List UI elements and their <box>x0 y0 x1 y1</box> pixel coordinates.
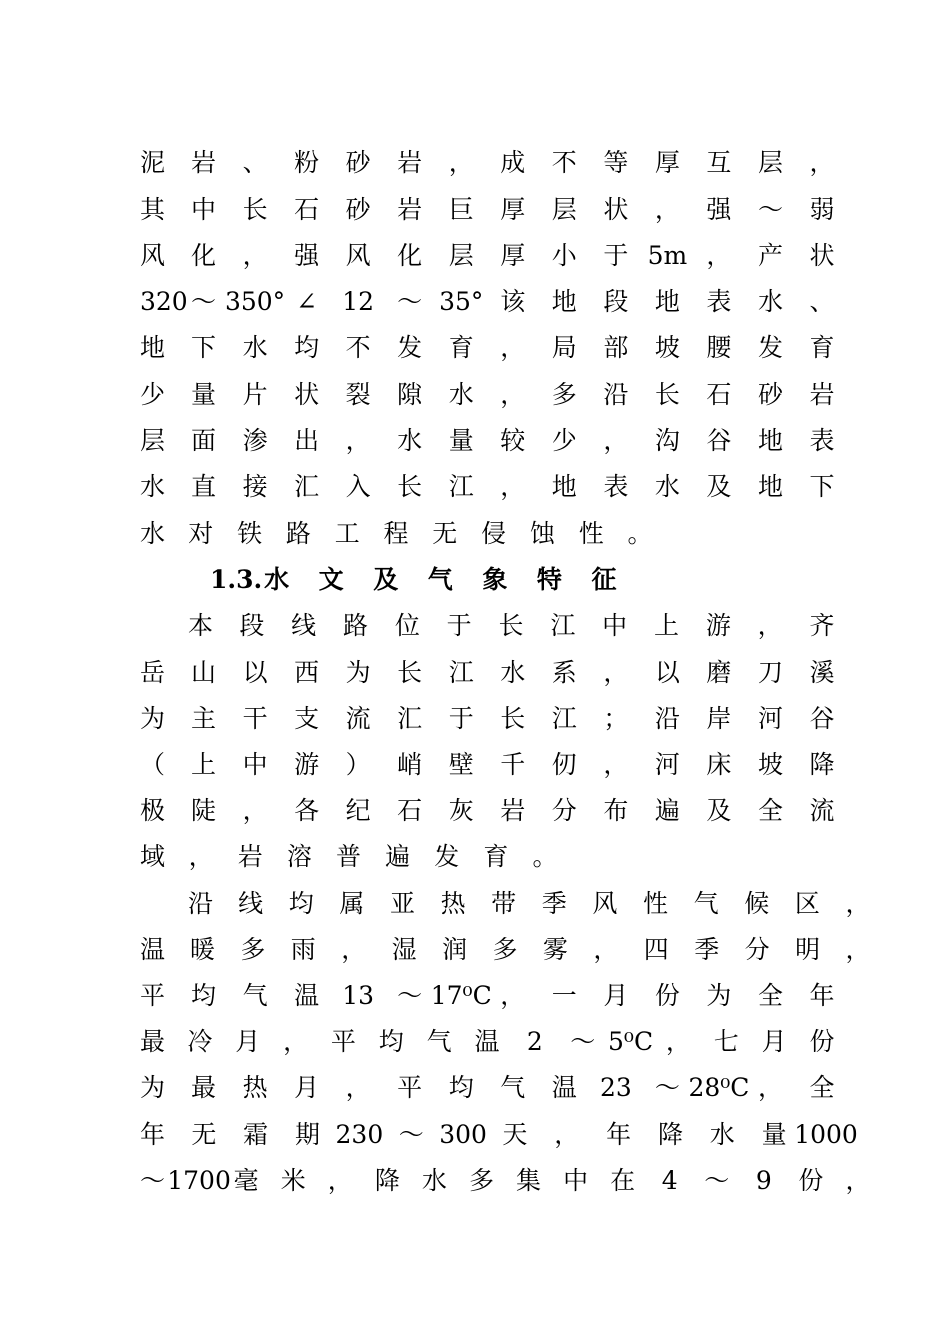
text-line: 温 暖 多 雨 ， 湿 润 多 雾 ， 四 季 分 明 ， <box>140 935 871 964</box>
text-line: 沿 线 均 属 亚 热 带 季 风 性 气 候 区 ， <box>188 889 871 918</box>
text-line: 年 无 霜 期 230 ～ 300 天 ， 年 降 水 量 1000 <box>140 1120 858 1149</box>
text-line: 平 均 气 温 13 ～ 17⁰C ， 一 月 份 为 全 年 <box>140 981 835 1010</box>
text-line: 地 下 水 均 不 发 育 ， 局 部 坡 腰 发 育 <box>140 333 835 362</box>
text-line: 水 直 接 汇 入 长 江 ， 地 表 水 及 地 下 <box>140 472 835 501</box>
text-line: 域 ， 岩 溶 普 遍 发 育 。 <box>140 842 558 871</box>
text-line: 岳 山 以 西 为 长 江 水 系 ， 以 磨 刀 溪 <box>140 658 835 687</box>
text-line: ～ 1700 毫 米 ， 降 水 多 集 中 在 4 ～ 9 份 ， <box>140 1166 871 1195</box>
text-line: 泥 岩 、 粉 砂 岩 ， 成 不 等 厚 互 层 ， <box>140 148 835 177</box>
text-line: 320 ～ 350° ∠ 12 ～ 35° 该 地 段 地 表 水 、 <box>140 287 835 316</box>
text-line: 少 量 片 状 裂 隙 水 ， 多 沿 长 石 砂 岩 <box>140 380 835 409</box>
text-line: （ 上 中 游 ） 峭 壁 千 仞 ， 河 床 坡 降 <box>140 750 835 779</box>
text-line: 其 中 长 石 砂 岩 巨 厚 层 状 ， 强 ～ 弱 <box>140 195 835 224</box>
text-line: 为 最 热 月 ， 平 均 气 温 23 ～ 28⁰C ， 全 <box>140 1073 835 1102</box>
text-line: 本 段 线 路 位 于 长 江 中 上 游 ， 齐 <box>188 611 835 640</box>
text-line: 最 冷 月 ， 平 均 气 温 2 ～ 5⁰C ， 七 月 份 <box>140 1027 835 1056</box>
text-line: 风 化 ， 强 风 化 层 厚 小 于 5m ， 产 状 <box>140 241 835 270</box>
text-line: 水 对 铁 路 工 程 无 侵 蚀 性 。 <box>140 519 653 548</box>
text-line: 极 陡 ， 各 纪 石 灰 岩 分 布 遍 及 全 流 <box>140 796 835 825</box>
text-line: 为 主 干 支 流 汇 于 长 江 ； 沿 岸 河 谷 <box>140 704 835 733</box>
text-line: 层 面 渗 出 ， 水 量 较 少 ， 沟 谷 地 表 <box>140 426 835 455</box>
section-heading: 1.3. 水 文 及 气 象 特 征 <box>210 565 617 594</box>
